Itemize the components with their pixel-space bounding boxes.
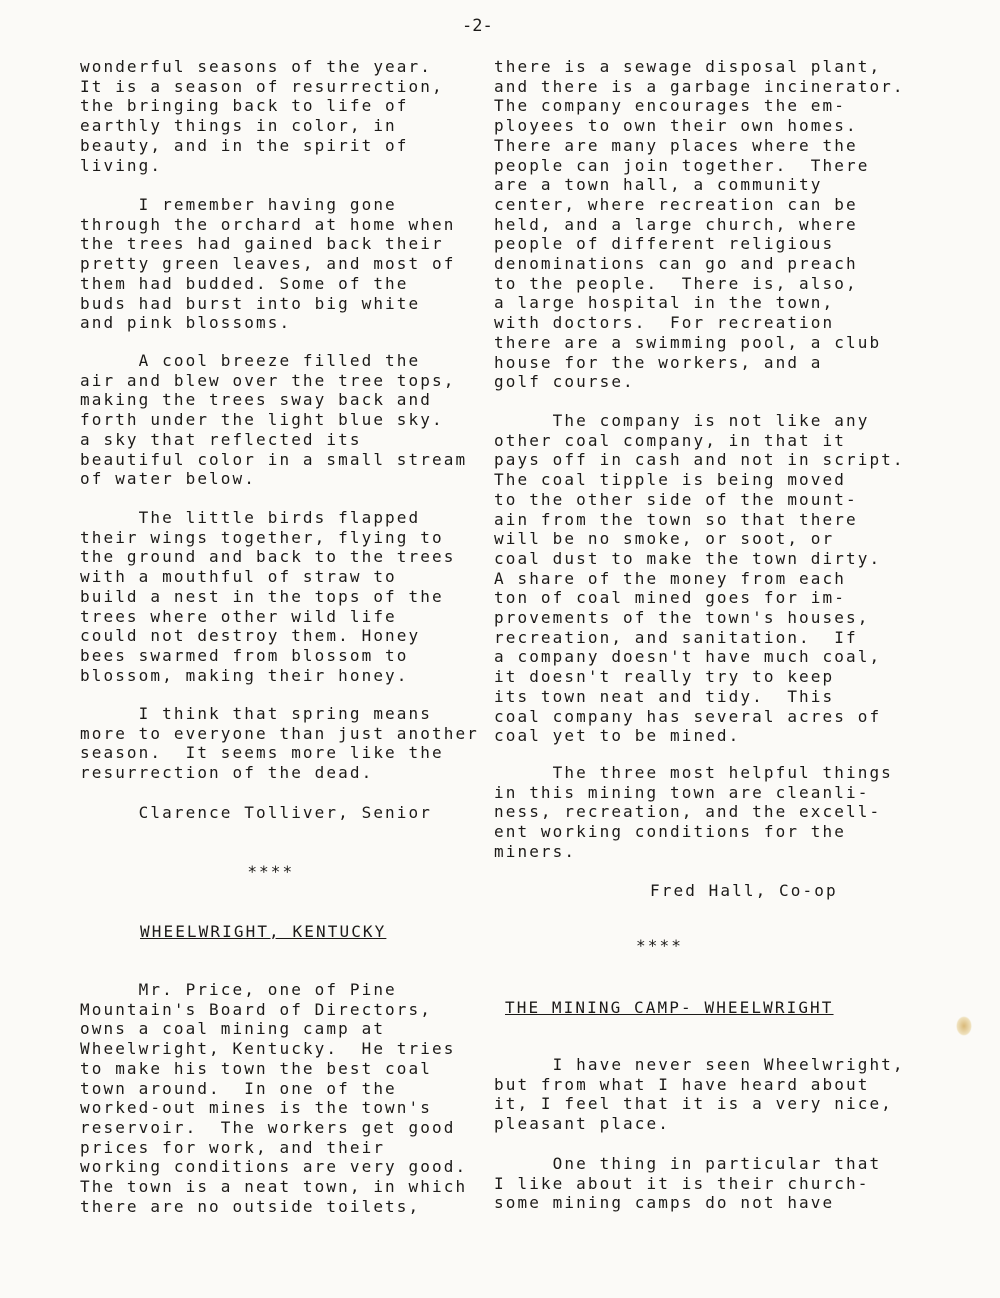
paragraph: The company is not like any other coal company, in that it pays off in cash and not in script. The coal tipple is being moved to the other side of the mount- ain from the town so that there will be no smoke, or soot, or coal dust to make the town dirty. A share of the money from each ton of coal mined goes for im- provements of the town's houses, recreation, and sanitation. If a company doesn't have much coal, it doesn't really try to keep its town neat and tidy. This coal company has several acres of coal yet to be mined. xyxy=(494,411,905,746)
separator: **** xyxy=(130,862,295,881)
separator: **** xyxy=(460,936,683,955)
paragraph: wonderful seasons of the year. It is a season of resurrection, the bringing back to life of earthly things in color, in beauty, and in the spirit of living. xyxy=(80,57,444,175)
page-number: -2- xyxy=(462,16,493,36)
paragraph: I think that spring means more to everyone than just another season. It seems more like the resurrection of the dead. xyxy=(80,704,479,783)
paragraph: The three most helpful things in this mining town are cleanli- ness, recreation, and the excell- ent working conditions for the miners. xyxy=(494,763,893,861)
signature: Clarence Tolliver, Senior xyxy=(80,803,432,822)
paragraph: A cool breeze filled the air and blew over the tree tops, making the trees sway back and forth under the light blue sky. a sky that reflected its beautiful color in a small stream of water below. xyxy=(80,351,468,489)
paragraph: One thing in particular that I like about it is their church- some mining camps do not have xyxy=(494,1154,882,1213)
paragraph: I remember having gone through the orchard at home when the trees had gained back their pretty green leaves, and most of them had budded. Some of the buds had burst into big white and pink blossoms. xyxy=(80,195,456,333)
paragraph: I have never seen Wheelwright, but from what I have heard about it, I feel that it is a very nice, pleasant place. xyxy=(494,1055,905,1134)
section-heading: THE MINING CAMP- WHEELWRIGHT xyxy=(505,998,834,1017)
paragraph: Mr. Price, one of Pine Mountain's Board of Directors, owns a coal mining camp at Wheelwright, Kentucky. He tries to make his town the best coal town around. In one of the worked-out mines is the town's reservoir. The workers get good prices for work, and their working conditions are very good. The town is a neat town, in which there are no outside toilets, xyxy=(80,980,468,1216)
paragraph: The little birds flapped their wings together, flying to the ground and back to the trees with a mouthful of straw to build a nest in the tops of the trees where other wild life could not destroy them. Honey bees swarmed from blossom to blossom, making their honey. xyxy=(80,508,456,685)
signature: Fred Hall, Co-op xyxy=(474,881,838,900)
section-heading: WHEELWRIGHT, KENTUCKY xyxy=(140,922,387,941)
paragraph: there is a sewage disposal plant, and there is a garbage incinerator. The company encourages the em- ployees to own their own homes. There are many places where the people can join together. There are a town hall, a community center, where recreation can be held, and a large church, where people of different religious denominations can go and preach to the people. There is, also, a large hospital in the town, with doctors. For recreation there are a swimming pool, a club house for the workers, and a golf course. xyxy=(494,57,905,392)
stain-mark xyxy=(956,1016,972,1036)
